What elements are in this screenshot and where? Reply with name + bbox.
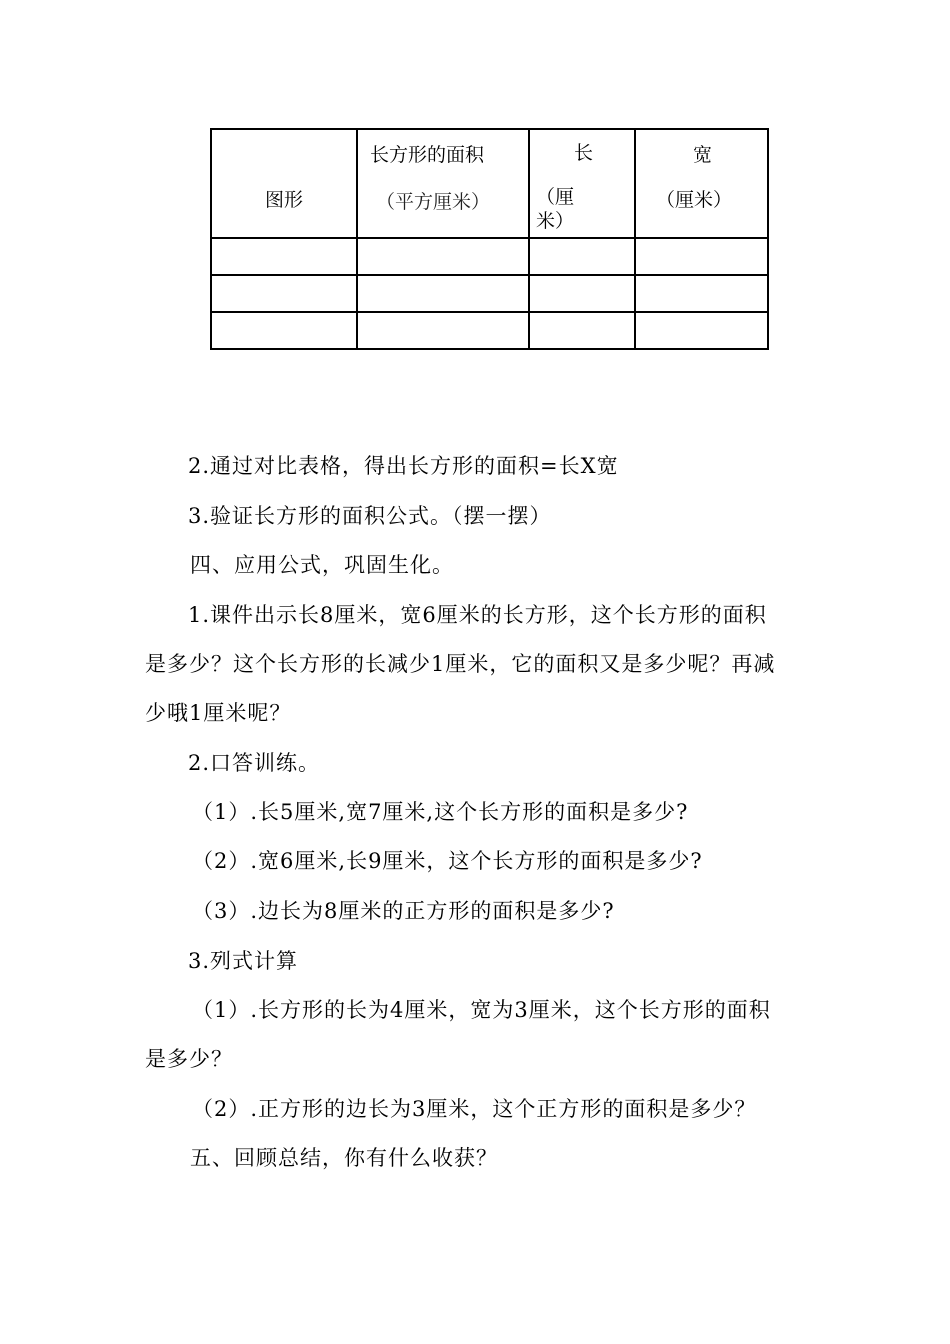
paragraph-line: 是多少？: [145, 1047, 233, 1071]
paragraph-line: 1.课件出示长8厘米，宽6厘米的长方形，这个长方形的面积: [188, 603, 767, 627]
table-cell: [529, 238, 635, 275]
paragraph-line: 少哦1厘米呢？: [145, 701, 292, 725]
table-cell: [357, 275, 529, 312]
header-cell-length: [529, 129, 635, 238]
paragraph-line: （3）.边长为8厘米的正方形的面积是多少?: [192, 899, 615, 923]
paragraph-line: （2）.正方形的边长为3厘米，这个正方形的面积是多少？: [192, 1097, 757, 1121]
header-cell-area: [357, 129, 529, 238]
paragraph-line: （1）.长方形的长为4厘米，宽为3厘米，这个长方形的面积: [192, 998, 771, 1022]
table-row: [211, 312, 768, 349]
header-graph-label: 图形: [265, 189, 304, 211]
header-area-unit: （平方厘米）: [376, 191, 491, 213]
table-cell: [211, 238, 357, 275]
table-cell: [635, 312, 768, 349]
paragraph-line: （1）.长5厘米,宽7厘米,这个长方形的面积是多少?: [192, 800, 689, 824]
table-cell: [357, 312, 529, 349]
table-cell: [529, 275, 635, 312]
paragraph-line: （2）.宽6厘米,长9厘米，这个长方形的面积是多少?: [192, 849, 703, 873]
header-cell-width: [635, 129, 768, 238]
header-area-label: 长方形的面积: [370, 144, 485, 166]
table-cell: [211, 275, 357, 312]
paragraph-line: 是多少？这个长方形的长减少1厘米，它的面积又是多少呢？再减: [145, 652, 776, 676]
header-length-unit: （厘米）: [536, 186, 575, 232]
table-cell: [529, 312, 635, 349]
data-table: [210, 128, 769, 350]
table-cell: [635, 275, 768, 312]
header-cell-graph: [211, 129, 357, 238]
section-heading: 四、应用公式，巩固生化。: [190, 553, 454, 577]
paragraph-line: 2.通过对比表格，得出长方形的面积=长X宽: [188, 454, 619, 478]
section-heading: 五、回顾总结，你有什么收获？: [190, 1146, 498, 1170]
table-cell: [635, 238, 768, 275]
header-width-label: 宽: [693, 144, 713, 166]
table-header-row: [211, 129, 768, 238]
table-cell: [357, 238, 529, 275]
header-length-label: 长: [574, 142, 594, 164]
data-table-container: [210, 128, 769, 347]
table-cell: [211, 312, 357, 349]
paragraph-line: 3.列式计算: [188, 949, 299, 973]
header-width-unit: （厘米）: [656, 189, 733, 211]
paragraph-line: 2.口答训练。: [188, 751, 321, 775]
table-row: [211, 275, 768, 312]
paragraph-line: 3.验证长方形的面积公式。（摆一摆）: [188, 504, 552, 528]
table-row: [211, 238, 768, 275]
